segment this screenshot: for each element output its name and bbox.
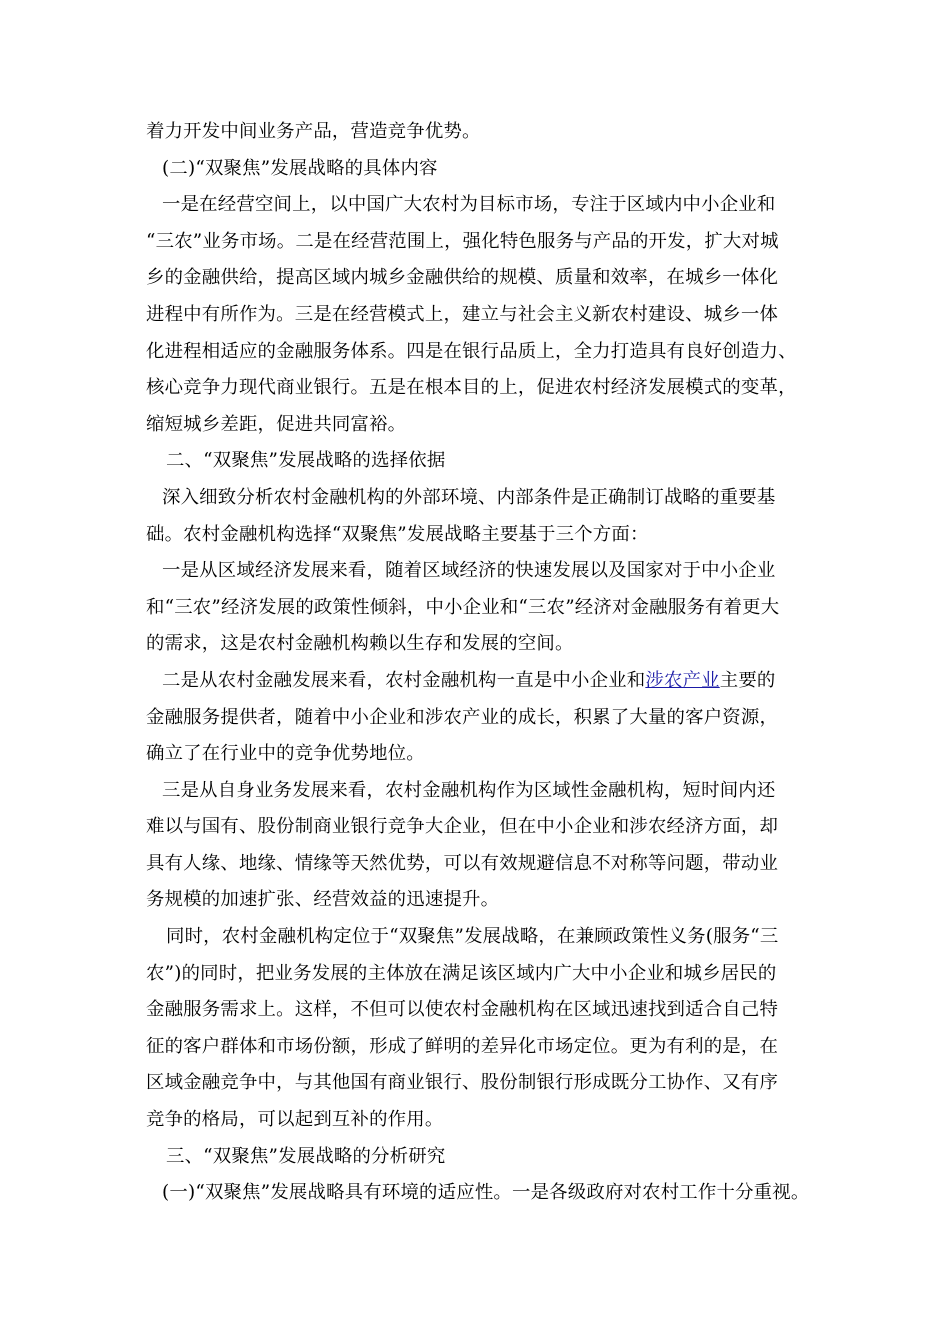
paragraph-line: 乡的金融供给，提高区域内城乡金融供给的规模、质量和效率，在城乡一体化 <box>146 267 779 289</box>
document-page <box>146 114 826 1212</box>
paragraph-line: 金融服务需求上。这样，不但可以使农村金融机构在区域迅速找到适合自己特 <box>146 999 779 1021</box>
paragraph-line: 进程中有所作为。三是在经营模式上，建立与社会主义新农村建设、城乡一体 <box>146 303 779 325</box>
paragraph-line: 一是在经营空间上，以中国广大农村为目标市场，专注于区域内中小企业和 <box>162 194 776 216</box>
paragraph-line: 的需求，这是农村金融机构赖以生存和发展的空间。 <box>146 633 574 655</box>
paragraph-line: 务规模的加速扩张、经营效益的迅速提升。 <box>146 889 500 911</box>
paragraph-line: (二)“双聚焦”发展战略的具体内容 <box>162 157 438 179</box>
paragraph-line: 深入细致分析农村金融机构的外部环境、内部条件是正确制订战略的重要基 <box>162 486 776 508</box>
paragraph-line: 着力开发中间业务产品，营造竞争优势。 <box>146 121 481 142</box>
document-body-top <box>146 114 826 663</box>
paragraph-line: 征的客户群体和市场份额，形成了鲜明的差异化市场定位。更为有利的是，在 <box>146 1035 779 1057</box>
paragraph-line: 化进程相适应的金融服务体系。四是在银行品质上，全力打造具有良好创造力、 <box>146 340 797 362</box>
paragraph-line: 三、“双聚焦”发展战略的分析研究 <box>166 1145 446 1167</box>
link-line-before: 二是从农村金融发展来看，农村金融机构一直是中小企业和 <box>162 669 646 691</box>
paragraph-line: 金融服务提供者，随着中小企业和涉农产业的成长，积累了大量的客户资源， <box>146 706 779 728</box>
paragraph-line: 区域金融竞争中，与其他国有商业银行、股份制银行形成既分工协作、又有序 <box>146 1072 779 1094</box>
paragraph-line: 农”)的同时，把业务发展的主体放在满足该区域内广大中小企业和城乡居民的 <box>146 962 777 984</box>
paragraph-line: 确立了在行业中的竞争优势地位。 <box>146 743 425 765</box>
paragraph-line: 同时，农村金融机构定位于“双聚焦”发展战略，在兼顾政策性义务(服务“三 <box>166 926 779 948</box>
link-agriculture-industry[interactable]: 涉农产业 <box>645 669 720 691</box>
paragraph-line: 缩短城乡差距，促进共同富裕。 <box>146 413 407 435</box>
paragraph-line: 具有人缘、地缘、情缘等天然优势，可以有效规避信息不对称等问题，带动业 <box>146 852 779 874</box>
paragraph-line: 难以与国有、股份制商业银行竞争大企业，但在中小企业和涉农经济方面，却 <box>146 816 779 838</box>
paragraph-line: 础。农村金融机构选择“双聚焦”发展战略主要基于三个方面： <box>146 523 649 545</box>
link-line-after: 主要的 <box>719 669 776 691</box>
paragraph-line: 竞争的格局，可以起到互补的作用。 <box>146 1109 444 1131</box>
paragraph-line-with-link <box>146 663 826 700</box>
paragraph-line: 二、“双聚焦”发展战略的选择依据 <box>166 450 446 472</box>
paragraph-line: (一)“双聚焦”发展战略具有环境的适应性。一是各级政府对农村工作十分重视。 <box>162 1182 810 1204</box>
paragraph-line: 一是从区域经济发展来看，随着区域经济的快速发展以及国家对于中小企业 <box>162 560 776 582</box>
paragraph-line: “三农”业务市场。二是在经营范围上，强化特色服务与产品的开发，扩大对城 <box>146 230 779 252</box>
paragraph-line: 核心竞争力现代商业银行。五是在根本目的上，促进农村经济发展模式的变革， <box>146 377 797 399</box>
document-body-bottom <box>146 700 826 1212</box>
paragraph-line: 和“三农”经济发展的政策性倾斜，中小企业和“三农”经济对金融服务有着更大 <box>146 596 780 618</box>
paragraph-line: 三是从自身业务发展来看，农村金融机构作为区域性金融机构，短时间内还 <box>162 779 776 801</box>
